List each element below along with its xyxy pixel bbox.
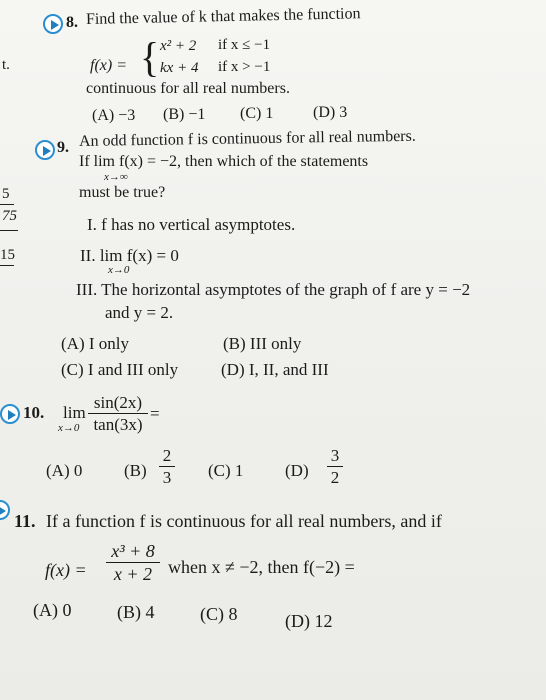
- answer-choice[interactable]: (A) 0: [33, 600, 72, 620]
- fraction-numerator: sin(2x): [93, 393, 143, 412]
- question-number: 8.: [66, 14, 78, 31]
- answer-choice[interactable]: (B) −1: [163, 106, 206, 123]
- margin-rule: [0, 265, 14, 266]
- limit-operator: lim: [63, 403, 86, 422]
- question-number: 10.: [23, 403, 45, 422]
- limit-subscript: x→0: [58, 422, 80, 434]
- question-stem: An odd function f is continuous for all real numbers.: [78, 127, 416, 150]
- fraction-denominator: x + 2: [113, 564, 153, 584]
- answer-choice-fraction[interactable]: [327, 447, 343, 486]
- answer-choice-label[interactable]: (D): [285, 461, 309, 480]
- statement-ii: II. lim f(x) = 0: [80, 246, 179, 265]
- answer-choice[interactable]: (C) I and III only: [61, 360, 179, 379]
- answer-choice[interactable]: (A) I only: [61, 334, 129, 353]
- answer-choice[interactable]: (D) 12: [285, 611, 333, 631]
- answer-choice[interactable]: (B) III only: [223, 334, 302, 353]
- question-number: 9.: [57, 139, 69, 156]
- statement-iii-cont: and y = 2.: [105, 303, 174, 322]
- fraction-numerator: 2: [162, 446, 172, 465]
- answer-choice[interactable]: (D) 3: [313, 104, 348, 121]
- question-stem-tail: when x ≠ −2, then f(−2) =: [168, 557, 355, 577]
- play-video-icon[interactable]: [43, 14, 63, 34]
- fraction-denominator: tan(3x): [93, 415, 143, 434]
- play-video-icon[interactable]: [35, 140, 55, 160]
- question-stem: Find the value of k that makes the function: [85, 5, 361, 28]
- statement-iii: III. The horizontal asymptotes of the graph of f are y = −2: [76, 280, 471, 299]
- margin-rule: [0, 204, 14, 205]
- limit-subscript: x→0: [108, 264, 130, 276]
- answer-choice-fraction[interactable]: [159, 447, 175, 486]
- limit-subscript: x→∞: [104, 171, 128, 183]
- margin-fragment: 15: [0, 247, 15, 263]
- statement-i: I. f has no vertical asymptotes.: [87, 215, 296, 234]
- piece-expression: x² + 2: [160, 38, 197, 54]
- function-lhs: f(x) =: [90, 57, 127, 74]
- answer-choice[interactable]: (A) −3: [92, 107, 136, 124]
- piece-expression: kx + 4: [160, 60, 199, 76]
- answer-choice[interactable]: (C) 8: [200, 604, 238, 624]
- equals-sign: =: [150, 404, 160, 423]
- question-stem-tail: continuous for all real numbers.: [86, 80, 290, 97]
- margin-fragment: 5: [2, 186, 10, 202]
- function-lhs: f(x) =: [45, 560, 87, 580]
- piecewise-brace: {: [140, 33, 160, 82]
- fraction-numerator: 3: [330, 446, 340, 465]
- fraction-denominator: 3: [162, 468, 172, 487]
- answer-choice-label[interactable]: (B): [124, 461, 147, 480]
- answer-choice[interactable]: (C) 1: [208, 461, 244, 480]
- question-stem: If a function f is continuous for all real numbers, and if: [46, 511, 442, 531]
- limit-fraction: [88, 394, 148, 433]
- question-stem: If lim f(x) = −2, then which of the statements: [79, 153, 369, 170]
- answer-choice[interactable]: (B) 4: [117, 602, 155, 622]
- answer-choice[interactable]: (D) I, II, and III: [221, 360, 329, 379]
- answer-choice[interactable]: (A) 0: [46, 461, 83, 480]
- question-stem: must be true?: [79, 184, 166, 201]
- piece-condition: if x > −1: [218, 59, 271, 75]
- margin-rule: [0, 230, 18, 231]
- margin-fragment: 75: [2, 208, 17, 224]
- play-video-icon[interactable]: [0, 404, 20, 424]
- answer-choice[interactable]: (C) 1: [240, 105, 274, 122]
- question-number: 11.: [14, 511, 36, 531]
- margin-fragment: t.: [2, 57, 10, 73]
- fraction-numerator: x³ + 8: [111, 541, 155, 561]
- play-video-icon[interactable]: [0, 500, 10, 520]
- fraction-denominator: 2: [330, 468, 340, 487]
- piece-condition: if x ≤ −1: [218, 37, 271, 53]
- function-fraction: [106, 542, 160, 583]
